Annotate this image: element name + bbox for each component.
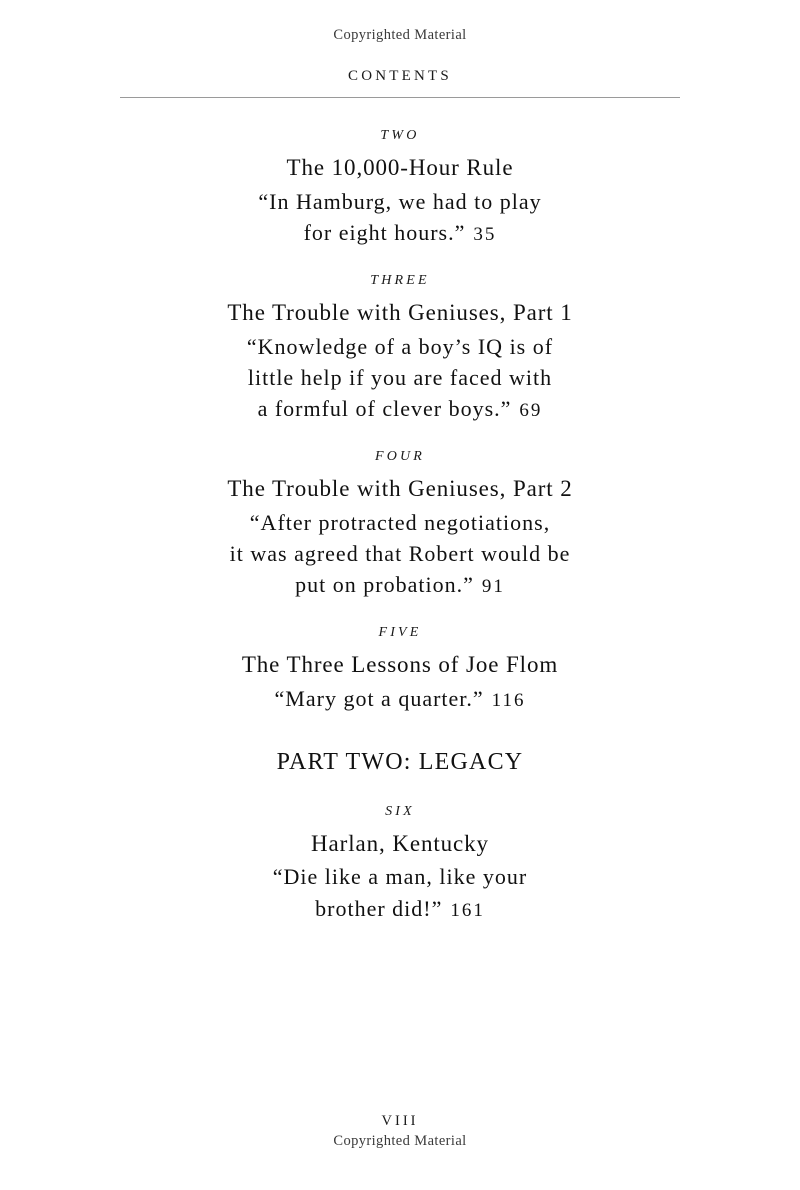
chapter-quote-text: for eight hours.” <box>303 219 466 245</box>
chapter-quote-line <box>120 569 680 601</box>
chapter-quote-line: little help if you are faced with <box>247 364 553 390</box>
chapter-quote-line: “After protracted negotiations, <box>249 509 551 535</box>
part-heading: PART TWO: LEGACY <box>276 748 524 775</box>
chapter-page-number: 161 <box>450 899 485 921</box>
chapter-quote-line <box>120 683 680 715</box>
chapter-page-number: 116 <box>491 689 526 711</box>
contents-entry <box>120 128 680 249</box>
chapter-page-number: 91 <box>481 576 505 598</box>
chapter-quote-line: “Knowledge of a boy’s IQ is of <box>246 333 554 359</box>
contents-entry <box>120 449 680 601</box>
chapter-number: SIX <box>385 803 415 819</box>
chapter-quote-line <box>120 217 680 249</box>
chapter-quote-text: brother did!” <box>315 895 443 921</box>
chapter-quote-line <box>120 393 680 425</box>
chapter-title: The 10,000-Hour Rule <box>286 155 514 180</box>
chapter-quote-text: put on probation.” <box>295 572 474 598</box>
chapter-number: TWO <box>380 128 420 143</box>
running-head: CONTENTS <box>348 68 452 84</box>
contents-entry <box>120 625 680 715</box>
chapter-title: The Trouble with Geniuses, Part 1 <box>227 299 573 325</box>
chapter-title: Harlan, Kentucky <box>311 830 489 856</box>
chapter-quote-line: “Die like a man, like your <box>272 864 528 890</box>
chapter-number: FOUR <box>374 448 426 464</box>
watermark-bottom: Copyrighted Material <box>333 1133 467 1149</box>
chapter-title: The Trouble with Geniuses, Part 2 <box>227 475 573 501</box>
watermark-top: Copyrighted Material <box>333 27 467 43</box>
contents-list <box>120 128 680 947</box>
page-folio: VIII <box>381 1113 419 1129</box>
contents-entry <box>120 273 680 425</box>
chapter-page-number: 69 <box>519 399 543 421</box>
chapter-title: The Three Lessons of Joe Flom <box>241 652 559 678</box>
chapter-page-number: 35 <box>473 223 497 245</box>
contents-entry <box>120 804 680 925</box>
header-divider <box>120 97 680 98</box>
chapter-quote-line: “In Hamburg, we had to play <box>258 188 542 214</box>
chapter-number: FIVE <box>378 625 422 641</box>
chapter-quote-text: “Mary got a quarter.” <box>274 685 484 711</box>
chapter-quote-text: a formful of clever boys.” <box>257 395 512 421</box>
chapter-number: THREE <box>370 272 430 288</box>
chapter-quote-line: it was agreed that Robert would be <box>229 540 571 566</box>
chapter-quote-line <box>120 893 680 925</box>
